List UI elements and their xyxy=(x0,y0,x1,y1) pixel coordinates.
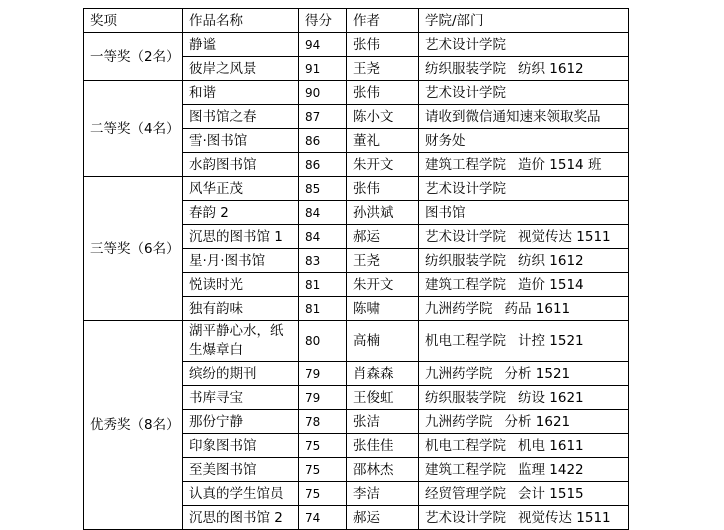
header-score: 得分 xyxy=(299,9,347,33)
cell-title: 悦读时光 xyxy=(183,273,299,297)
cell-dept xyxy=(419,177,629,201)
cell-author: 张伟 xyxy=(347,81,419,105)
dept-class: 造价 1514 xyxy=(518,276,584,293)
cell-title: 风华正茂 xyxy=(183,177,299,201)
dept-class: 分析 1621 xyxy=(504,413,571,430)
table-row xyxy=(84,321,629,362)
dept-name: 艺术设计学院 xyxy=(425,228,506,245)
cell-title: 缤纷的期刊 xyxy=(183,362,299,386)
cell-title: 认真的学生馆员 xyxy=(183,482,299,506)
awards-body xyxy=(84,33,629,530)
dept-name: 建筑工程学院 xyxy=(425,276,506,293)
cell-title: 沉思的图书馆 2 xyxy=(183,506,299,530)
header-award: 奖项 xyxy=(84,9,183,33)
cell-score: 94 xyxy=(299,33,347,57)
cell-dept xyxy=(419,273,629,297)
awards-table xyxy=(83,8,629,530)
dept-class: 监理 1422 xyxy=(518,461,584,478)
table-row xyxy=(84,33,629,57)
cell-score: 74 xyxy=(299,506,347,530)
cell-dept xyxy=(419,33,629,57)
cell-score: 78 xyxy=(299,410,347,434)
cell-dept xyxy=(419,105,629,129)
dept-name: 艺术设计学院 xyxy=(425,509,506,526)
cell-author: 肖森森 xyxy=(347,362,419,386)
cell-author: 张洁 xyxy=(347,410,419,434)
cell-score: 84 xyxy=(299,225,347,249)
header-row xyxy=(84,9,629,33)
dept-name: 财务处 xyxy=(425,132,466,149)
cell-author: 张佳佳 xyxy=(347,434,419,458)
cell-title: 至美图书馆 xyxy=(183,458,299,482)
cell-title: 星·月·图书馆 xyxy=(183,249,299,273)
dept-name: 九洲药学院 xyxy=(425,300,493,317)
cell-author: 王尧 xyxy=(347,249,419,273)
dept-class: 纺织 1612 xyxy=(518,252,584,269)
dept-name: 请收到微信通知速来领取奖品 xyxy=(425,108,601,125)
dept-name: 艺术设计学院 xyxy=(425,36,506,53)
cell-dept xyxy=(419,249,629,273)
cell-score: 75 xyxy=(299,482,347,506)
cell-score: 83 xyxy=(299,249,347,273)
cell-author: 陈啸 xyxy=(347,297,419,321)
cell-author: 高楠 xyxy=(347,321,419,362)
dept-name: 建筑工程学院 xyxy=(425,156,506,173)
cell-title: 沉思的图书馆 1 xyxy=(183,225,299,249)
dept-class: 会计 1515 xyxy=(518,485,584,502)
cell-author: 郝运 xyxy=(347,506,419,530)
cell-score: 90 xyxy=(299,81,347,105)
cell-dept xyxy=(419,225,629,249)
cell-author: 邵林杰 xyxy=(347,458,419,482)
cell-title: 图书馆之春 xyxy=(183,105,299,129)
cell-dept xyxy=(419,321,629,362)
dept-class: 计控 1521 xyxy=(518,333,584,349)
cell-author: 陈小文 xyxy=(347,105,419,129)
cell-score: 81 xyxy=(299,273,347,297)
cell-dept xyxy=(419,410,629,434)
dept-class: 视觉传达 1511 xyxy=(518,228,611,245)
cell-dept xyxy=(419,201,629,225)
cell-author: 王尧 xyxy=(347,57,419,81)
cell-dept xyxy=(419,506,629,530)
award-group-label: 二等奖（4名） xyxy=(84,81,183,177)
dept-class: 药品 1611 xyxy=(504,300,571,317)
dept-name: 九洲药学院 xyxy=(425,365,493,382)
cell-score: 86 xyxy=(299,129,347,153)
cell-score: 87 xyxy=(299,105,347,129)
dept-name: 纺织服装学院 xyxy=(425,389,506,406)
cell-score: 85 xyxy=(299,177,347,201)
cell-dept xyxy=(419,482,629,506)
header-title: 作品名称 xyxy=(183,9,299,33)
cell-title: 湖平静心水，纸生爆章白 xyxy=(183,321,299,362)
dept-name: 艺术设计学院 xyxy=(425,84,506,101)
cell-title: 彼岸之风景 xyxy=(183,57,299,81)
cell-dept xyxy=(419,81,629,105)
dept-class: 机电 1611 xyxy=(518,437,584,454)
dept-name: 机电工程学院 xyxy=(425,333,506,349)
cell-title: 春韵 2 xyxy=(183,201,299,225)
cell-title: 独有韵味 xyxy=(183,297,299,321)
cell-score: 75 xyxy=(299,434,347,458)
header-author: 作者 xyxy=(347,9,419,33)
dept-name: 图书馆 xyxy=(425,204,466,221)
cell-title: 水韵图书馆 xyxy=(183,153,299,177)
cell-dept xyxy=(419,458,629,482)
cell-score: 79 xyxy=(299,386,347,410)
cell-title: 那份宁静 xyxy=(183,410,299,434)
cell-author: 张伟 xyxy=(347,33,419,57)
award-group-label: 优秀奖（8名） xyxy=(84,321,183,530)
dept-name: 建筑工程学院 xyxy=(425,461,506,478)
cell-author: 朱开文 xyxy=(347,153,419,177)
dept-name: 纺织服装学院 xyxy=(425,60,506,77)
cell-score: 91 xyxy=(299,57,347,81)
cell-author: 郝运 xyxy=(347,225,419,249)
cell-score: 81 xyxy=(299,297,347,321)
cell-title: 雪·图书馆 xyxy=(183,129,299,153)
award-group-label: 一等奖（2名） xyxy=(84,33,183,81)
dept-name: 经贸管理学院 xyxy=(425,485,506,502)
dept-name: 机电工程学院 xyxy=(425,437,506,454)
table-row xyxy=(84,81,629,105)
dept-class: 分析 1521 xyxy=(504,365,571,382)
cell-dept xyxy=(419,297,629,321)
cell-author: 董礼 xyxy=(347,129,419,153)
cell-author: 王俊虹 xyxy=(347,386,419,410)
cell-title: 和谐 xyxy=(183,81,299,105)
dept-name: 纺织服装学院 xyxy=(425,252,506,269)
cell-author: 孙洪斌 xyxy=(347,201,419,225)
cell-score: 86 xyxy=(299,153,347,177)
header-dept: 学院/部门 xyxy=(419,9,629,33)
cell-score: 75 xyxy=(299,458,347,482)
cell-author: 李洁 xyxy=(347,482,419,506)
cell-title: 静谧 xyxy=(183,33,299,57)
cell-score: 84 xyxy=(299,201,347,225)
cell-score: 80 xyxy=(299,321,347,362)
cell-title: 印象图书馆 xyxy=(183,434,299,458)
cell-title: 书库寻宝 xyxy=(183,386,299,410)
cell-dept xyxy=(419,57,629,81)
cell-dept xyxy=(419,129,629,153)
cell-dept xyxy=(419,153,629,177)
cell-score: 79 xyxy=(299,362,347,386)
dept-name: 艺术设计学院 xyxy=(425,180,506,197)
table-row xyxy=(84,177,629,201)
dept-name: 九洲药学院 xyxy=(425,413,493,430)
cell-dept xyxy=(419,434,629,458)
cell-dept xyxy=(419,386,629,410)
cell-dept xyxy=(419,362,629,386)
cell-author: 张伟 xyxy=(347,177,419,201)
dept-class: 纺织 1612 xyxy=(518,60,584,77)
dept-class: 造价 1514 班 xyxy=(518,156,602,173)
dept-class: 视觉传达 1511 xyxy=(518,509,611,526)
award-group-label: 三等奖（6名） xyxy=(84,177,183,321)
dept-class: 纺设 1621 xyxy=(518,389,584,406)
cell-author: 朱开文 xyxy=(347,273,419,297)
